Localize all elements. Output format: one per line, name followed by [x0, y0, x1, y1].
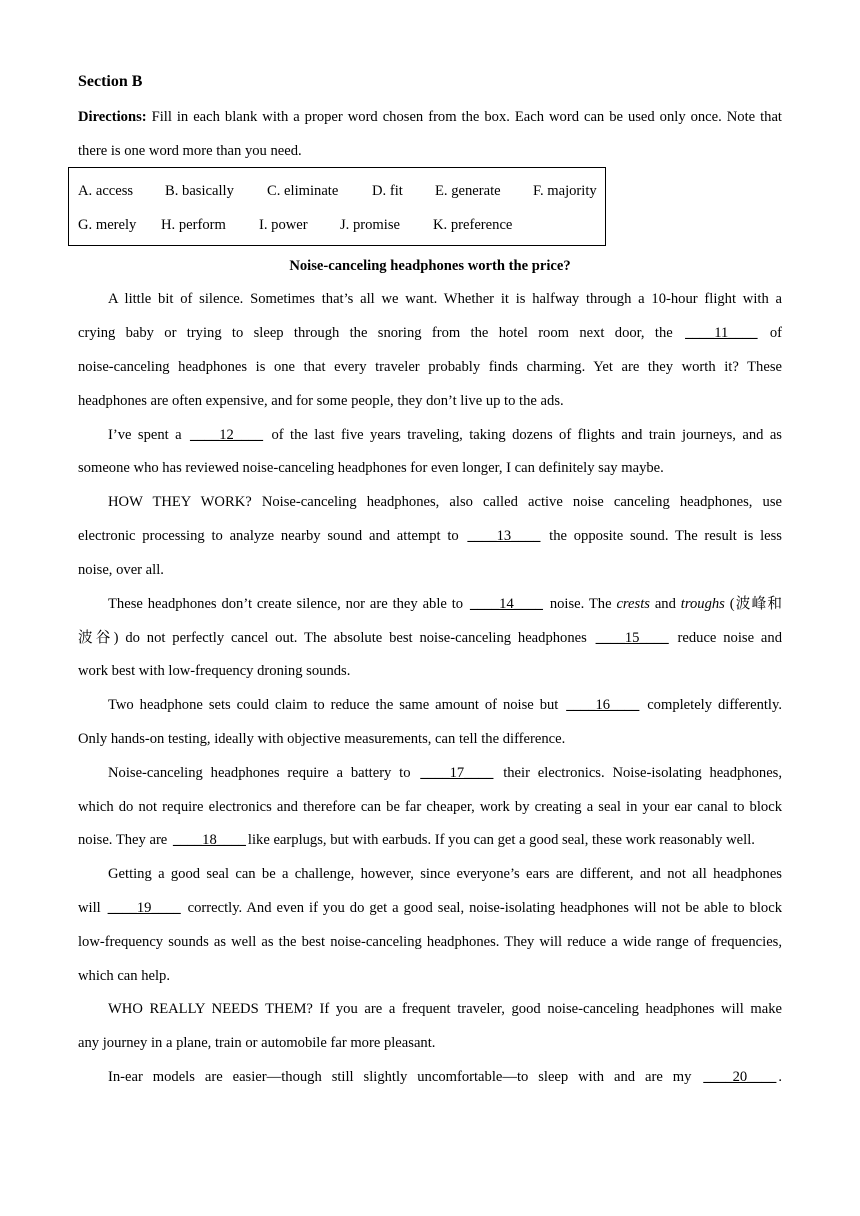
- p8-line-2: any journey in a plane, train or automobile far more pleasant.: [78, 1035, 436, 1051]
- blank-20: ____20____: [703, 1069, 777, 1085]
- text-span: their electronics. Noise-isolating headphones,: [503, 765, 783, 781]
- text-span: crying baby or trying to sleep through the snoring from the hotel room next door, the: [78, 325, 673, 341]
- text-span: the opposite sound. The result is less: [549, 528, 782, 544]
- blank-19: ____19____: [107, 900, 181, 916]
- p1-line-1: A little bit of silence. Sometimes that’s all we want. Whether it is halfway through a 10-hour flight with a: [108, 291, 782, 307]
- text-span: and: [654, 596, 676, 612]
- p5-line-1: [78, 695, 782, 715]
- p6-line-3: [78, 830, 782, 850]
- text-span: In-ear models are easier—though still slightly uncomfortable—to sleep with and are my: [108, 1069, 692, 1085]
- text-span: correctly. And even if you do get a good seal, noise-isolating headphones will not be able to block: [187, 900, 782, 916]
- p7-line-3: low-frequency sounds as well as the best noise-canceling headphones. They will reduce a wide range of frequencies,: [78, 934, 782, 950]
- p4-line-2: [78, 628, 782, 648]
- passage-title: Noise-canceling headphones worth the price?: [289, 258, 571, 274]
- p8-line-1: WHO REALLY NEEDS THEM? If you are a frequent traveler, good noise-canceling headphones will make: [108, 1001, 782, 1017]
- word-option: F. majority: [533, 183, 597, 199]
- p4-line-3: work best with low-frequency droning sounds.: [78, 663, 351, 679]
- word-option: I. power: [259, 217, 308, 233]
- word-option: K. preference: [433, 217, 513, 233]
- blank-18: ____18____: [172, 832, 246, 848]
- blank-20-wrap: [701, 1069, 782, 1085]
- p2-line-2: someone who has reviewed noise-canceling headphones for even longer, I can definitely say maybe.: [78, 460, 664, 476]
- word-option: H. perform: [161, 217, 226, 233]
- p3-line-3: noise, over all.: [78, 562, 164, 578]
- text-span: 波谷) do not perfectly cancel out. The absolute best noise-canceling headphones: [78, 630, 587, 646]
- text-span: noise. The: [549, 596, 612, 612]
- italic-term: troughs: [680, 596, 725, 612]
- section-title: Section B: [78, 73, 143, 90]
- p3-line-1: HOW THEY WORK? Noise-canceling headphones, also called active noise canceling headphones, use: [108, 494, 782, 510]
- blank-14: ____14____: [469, 596, 543, 612]
- text-span: electronic processing to analyze nearby sound and attempt to: [78, 528, 459, 544]
- text-span: These headphones don’t create silence, nor are they able to: [108, 596, 464, 612]
- word-option: A. access: [78, 183, 134, 199]
- text-span: of: [769, 325, 782, 341]
- p1-line-2: [78, 323, 782, 343]
- p7-line-4: which can help.: [78, 968, 170, 984]
- directions-text: Fill in each blank with a proper word chosen from the box. Each word can be used only once. Note that: [151, 109, 782, 125]
- directions-line-2: there is one word more than you need.: [78, 143, 302, 159]
- p4-line-1: [78, 594, 782, 614]
- p2-line-1: [78, 425, 782, 445]
- italic-term: crests: [616, 596, 650, 612]
- p5-line-2: Only hands-on testing, ideally with objective measurements, can tell the difference.: [78, 731, 566, 747]
- p7-line-1: Getting a good seal can be a challenge, however, since everyone’s ears are different, and not all headphones: [108, 866, 782, 882]
- blank-11: ____11____: [685, 325, 758, 341]
- blank-16: ____16____: [566, 697, 640, 713]
- text-span: like earplugs, but with earbuds. If you can get a good seal, these work reasonably well.: [247, 832, 755, 848]
- p6-line-1: [78, 763, 782, 783]
- p6-line-2: which do not require electronics and therefore can be far cheaper, work by creating a seal in your ear canal to block: [78, 799, 782, 815]
- word-option: J. promise: [340, 217, 400, 233]
- text-span: Noise-canceling headphones require a battery to: [108, 765, 411, 781]
- directions-line-1: [78, 107, 782, 127]
- text-span: .: [778, 1069, 782, 1085]
- text-span: reduce noise and: [677, 630, 783, 646]
- word-option: D. fit: [372, 183, 403, 199]
- blank-17: ____17____: [420, 765, 494, 781]
- text-span: completely differently.: [647, 697, 782, 713]
- p1-line-4: headphones are often expensive, and for some people, they don’t live up to the ads.: [78, 393, 564, 409]
- blank-12: ____12____: [190, 427, 264, 443]
- word-box: [68, 167, 606, 246]
- p1-line-3: noise-canceling headphones is one that every traveler probably finds charming. Yet are they worth it? These: [78, 359, 782, 375]
- p3-line-2: [78, 526, 782, 546]
- text-span: of the last five years traveling, taking dozens of flights and train journeys, and as: [271, 427, 782, 443]
- text-span: (波峰和: [729, 596, 783, 612]
- word-option: E. generate: [435, 183, 501, 199]
- text-span: Two headphone sets could claim to reduce the same amount of noise but: [108, 697, 559, 713]
- word-option: B. basically: [165, 183, 234, 199]
- directions-label: Directions:: [78, 109, 147, 125]
- word-option: G. merely: [78, 217, 137, 233]
- p9-line-1: [78, 1067, 782, 1087]
- blank-15: ____15____: [595, 630, 669, 646]
- word-option: C. eliminate: [267, 183, 339, 199]
- text-span: I’ve spent a: [108, 427, 182, 443]
- text-span: noise. They are: [78, 832, 168, 848]
- blank-13: ____13____: [467, 528, 541, 544]
- p7-line-2: [78, 898, 782, 918]
- text-span: will: [78, 900, 101, 916]
